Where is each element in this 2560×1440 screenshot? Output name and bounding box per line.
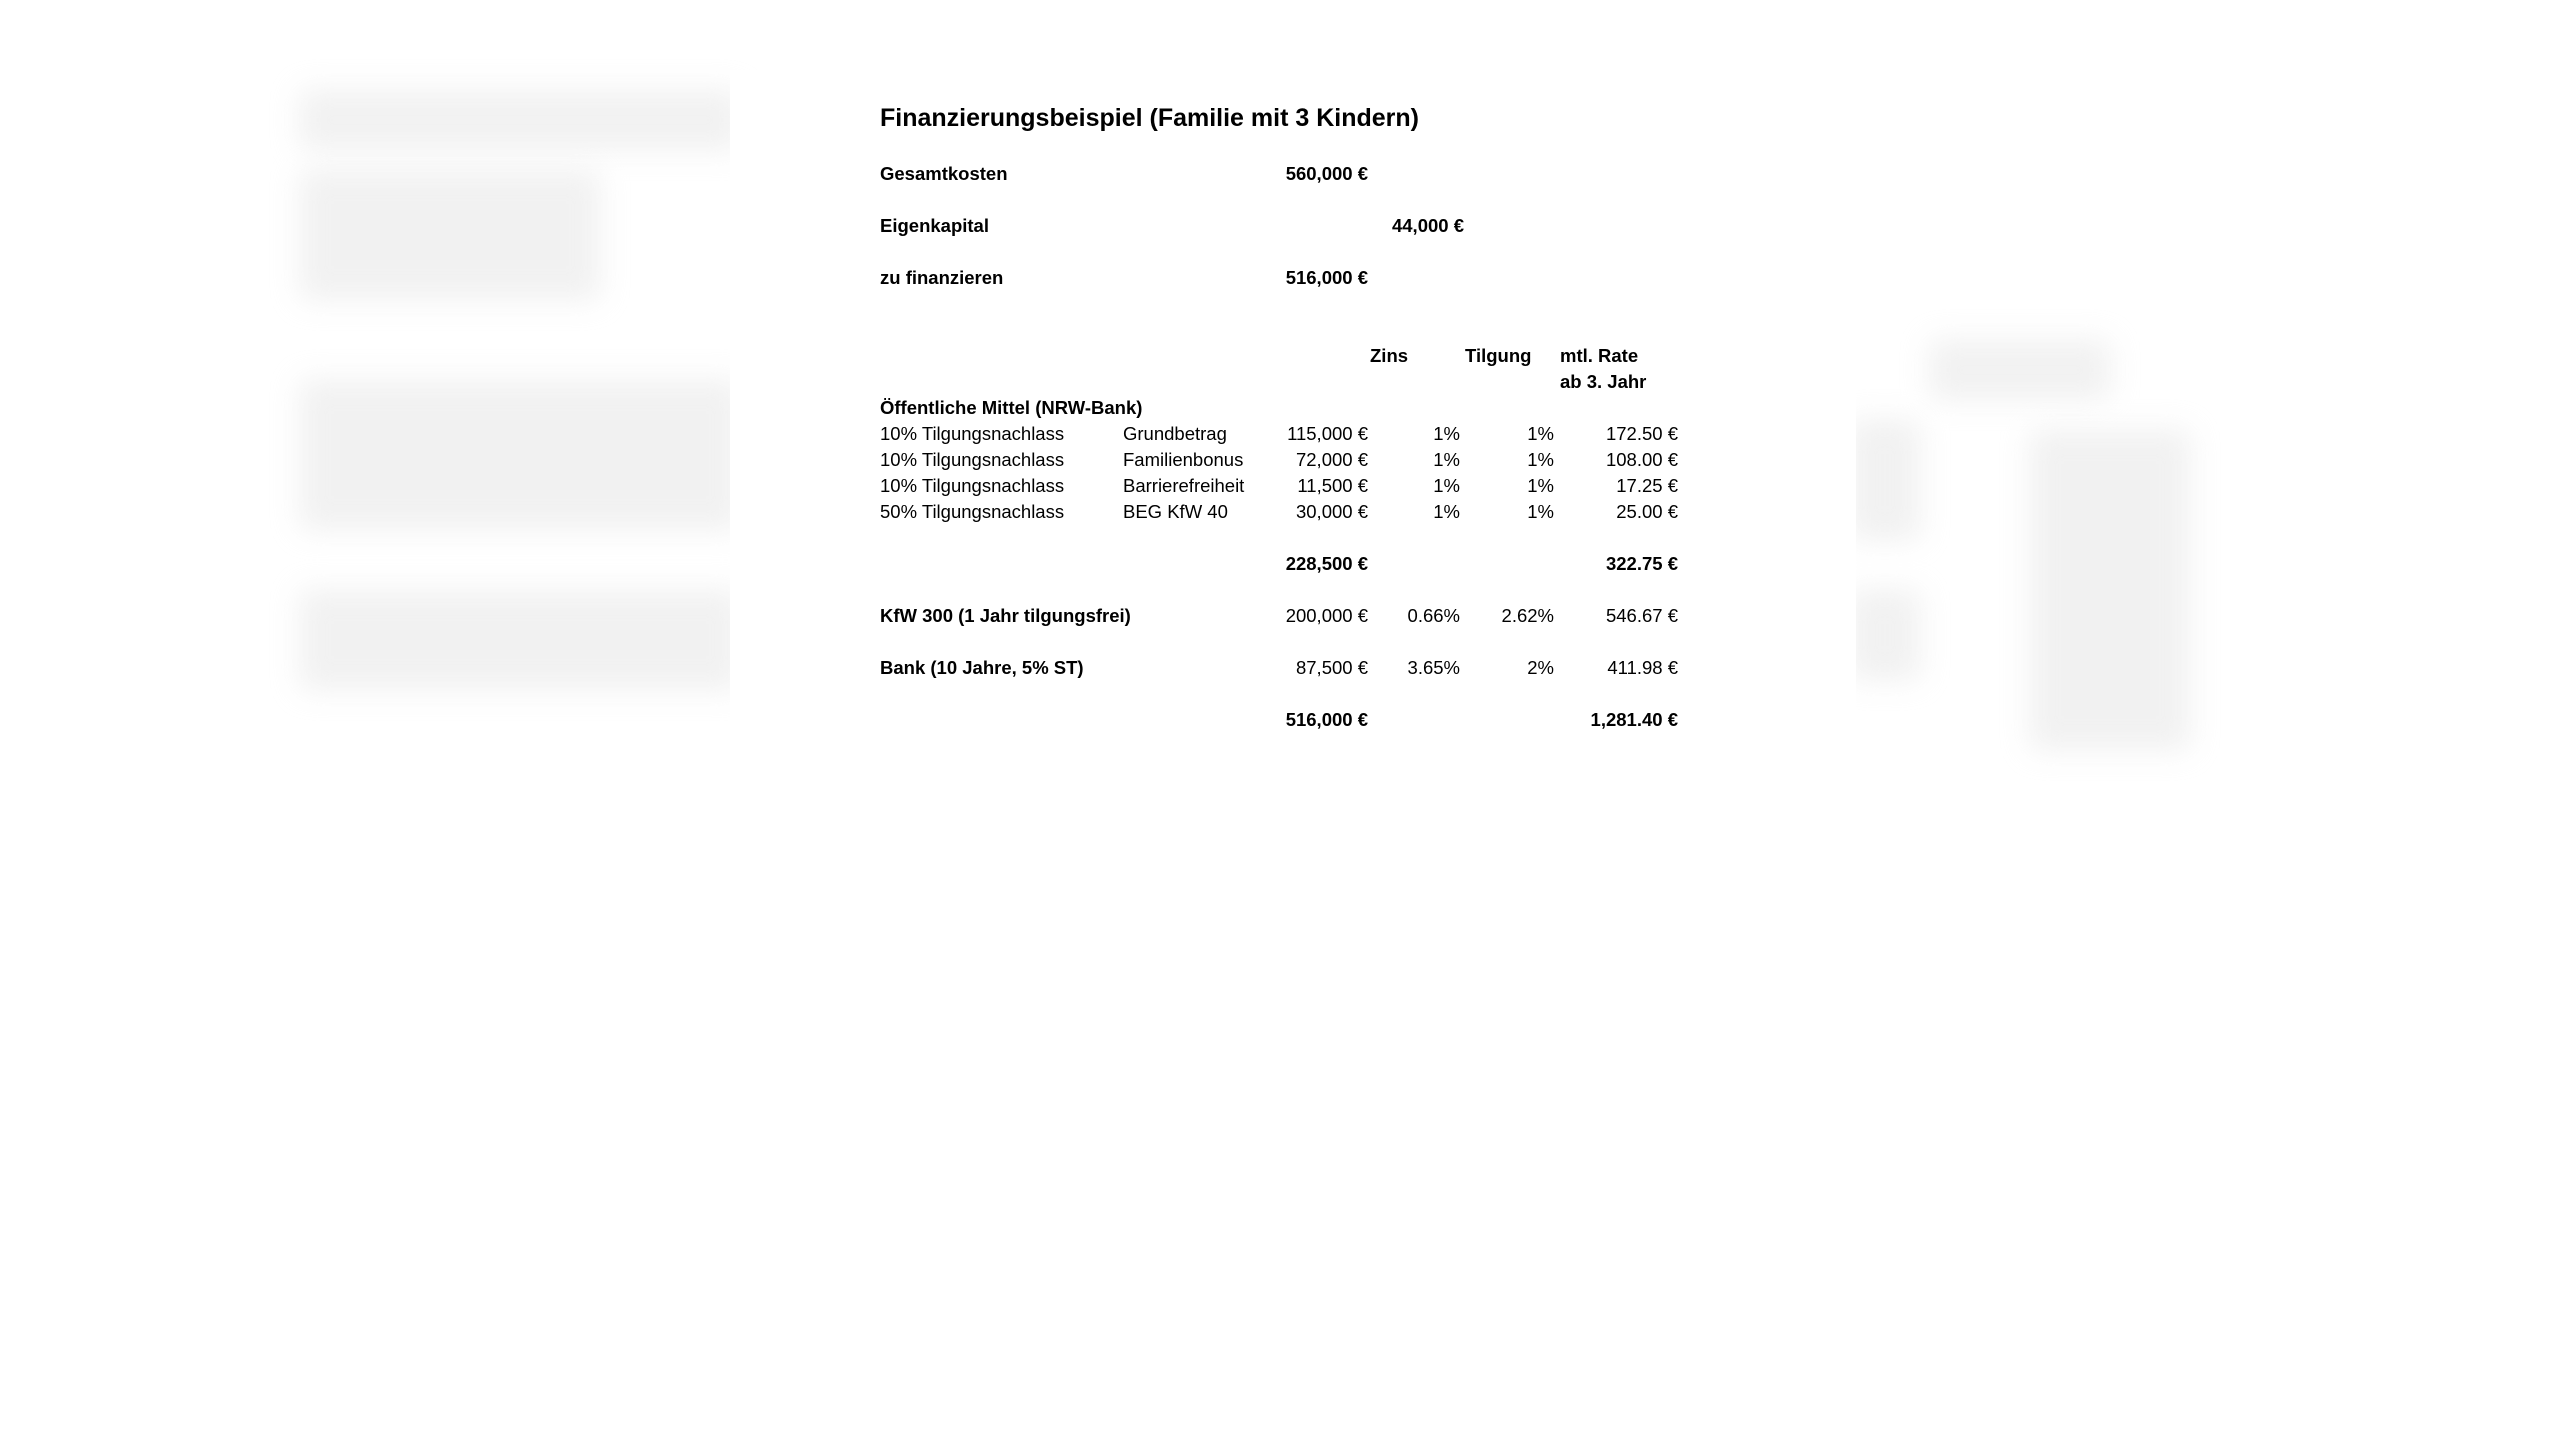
row-zins: 1% bbox=[1433, 449, 1460, 470]
row-type: 10% Tilgungsnachlass bbox=[880, 423, 1065, 444]
row-rate: 25.00 € bbox=[1616, 501, 1678, 522]
background-blur-block bbox=[1930, 340, 2110, 400]
value-zu-finanzieren-amount: 516,000 € bbox=[1285, 267, 1368, 288]
label-gesamtkosten: Gesamtkosten bbox=[880, 163, 1008, 184]
header-rate-line2: ab 3. Jahr bbox=[1560, 371, 1647, 392]
spreadsheet-sheet bbox=[730, 70, 1856, 740]
subtotal-amount: 228,500 € bbox=[1285, 553, 1368, 574]
bank-rate: 411.98 € bbox=[1607, 657, 1678, 678]
row-desc: BEG KfW 40 bbox=[1123, 501, 1228, 522]
row-tilgung: 1% bbox=[1527, 501, 1554, 522]
row-amount: 30,000 € bbox=[1295, 501, 1368, 522]
row-zins: 1% bbox=[1433, 423, 1460, 444]
row-desc: Familienbonus bbox=[1123, 449, 1244, 470]
background-blur-block bbox=[300, 380, 740, 530]
kfw-rate: 546.67 € bbox=[1605, 605, 1678, 626]
background-blur-block bbox=[1850, 590, 1920, 680]
background-blur-block bbox=[2030, 430, 2190, 750]
value-eigenkapital-amount: 44,000 € bbox=[1391, 215, 1464, 236]
row-rate: 17.25 € bbox=[1616, 475, 1678, 496]
header-tilgung: Tilgung bbox=[1465, 345, 1532, 366]
value-gesamtkosten-amount: 560,000 € bbox=[1285, 163, 1368, 184]
total-amount: 516,000 € bbox=[1285, 709, 1368, 730]
row-desc: Grundbetrag bbox=[1123, 423, 1227, 444]
label-bank: Bank (10 Jahre, 5% ST) bbox=[880, 657, 1084, 678]
row-type: 10% Tilgungsnachlass bbox=[880, 449, 1065, 470]
row-tilgung: 1% bbox=[1527, 423, 1554, 444]
subtotal-rate: 322.75 € bbox=[1605, 553, 1678, 574]
row-zins: 1% bbox=[1433, 475, 1460, 496]
bank-tilgung: 2% bbox=[1527, 657, 1554, 678]
kfw-tilgung: 2.62% bbox=[1501, 605, 1554, 626]
row-rate: 108.00 € bbox=[1605, 449, 1678, 470]
row-desc: Barrierefreiheit bbox=[1123, 475, 1245, 496]
section-heading-public-funds: Öffentliche Mittel (NRW-Bank) bbox=[880, 397, 1143, 418]
label-zu-finanzieren: zu finanzieren bbox=[880, 267, 1004, 288]
background-blur-block bbox=[300, 90, 740, 150]
page-title: Finanzierungsbeispiel (Familie mit 3 Kindern) bbox=[880, 104, 1419, 132]
background-blur-block bbox=[300, 170, 600, 300]
row-tilgung: 1% bbox=[1527, 449, 1554, 470]
label-kfw: KfW 300 (1 Jahr tilgungsfrei) bbox=[880, 605, 1131, 626]
row-amount: 11,500 € bbox=[1297, 475, 1368, 496]
bank-amount: 87,500 € bbox=[1295, 657, 1368, 678]
kfw-amount: 200,000 € bbox=[1285, 605, 1368, 626]
header-rate-line1: mtl. Rate bbox=[1560, 345, 1639, 366]
bank-zins: 3.65% bbox=[1407, 657, 1460, 678]
header-zins: Zins bbox=[1370, 345, 1409, 366]
row-type: 50% Tilgungsnachlass bbox=[880, 501, 1065, 522]
row-tilgung: 1% bbox=[1527, 475, 1554, 496]
row-amount: 115,000 € bbox=[1287, 423, 1368, 444]
background-blur-block bbox=[300, 590, 740, 690]
kfw-zins: 0.66% bbox=[1407, 605, 1460, 626]
label-eigenkapital: Eigenkapital bbox=[880, 215, 989, 236]
row-type: 10% Tilgungsnachlass bbox=[880, 475, 1065, 496]
row-rate: 172.50 € bbox=[1605, 423, 1678, 444]
row-amount: 72,000 € bbox=[1295, 449, 1368, 470]
total-rate: 1,281.40 € bbox=[1590, 709, 1678, 730]
row-zins: 1% bbox=[1433, 501, 1460, 522]
background-blur-block bbox=[1850, 420, 1920, 540]
